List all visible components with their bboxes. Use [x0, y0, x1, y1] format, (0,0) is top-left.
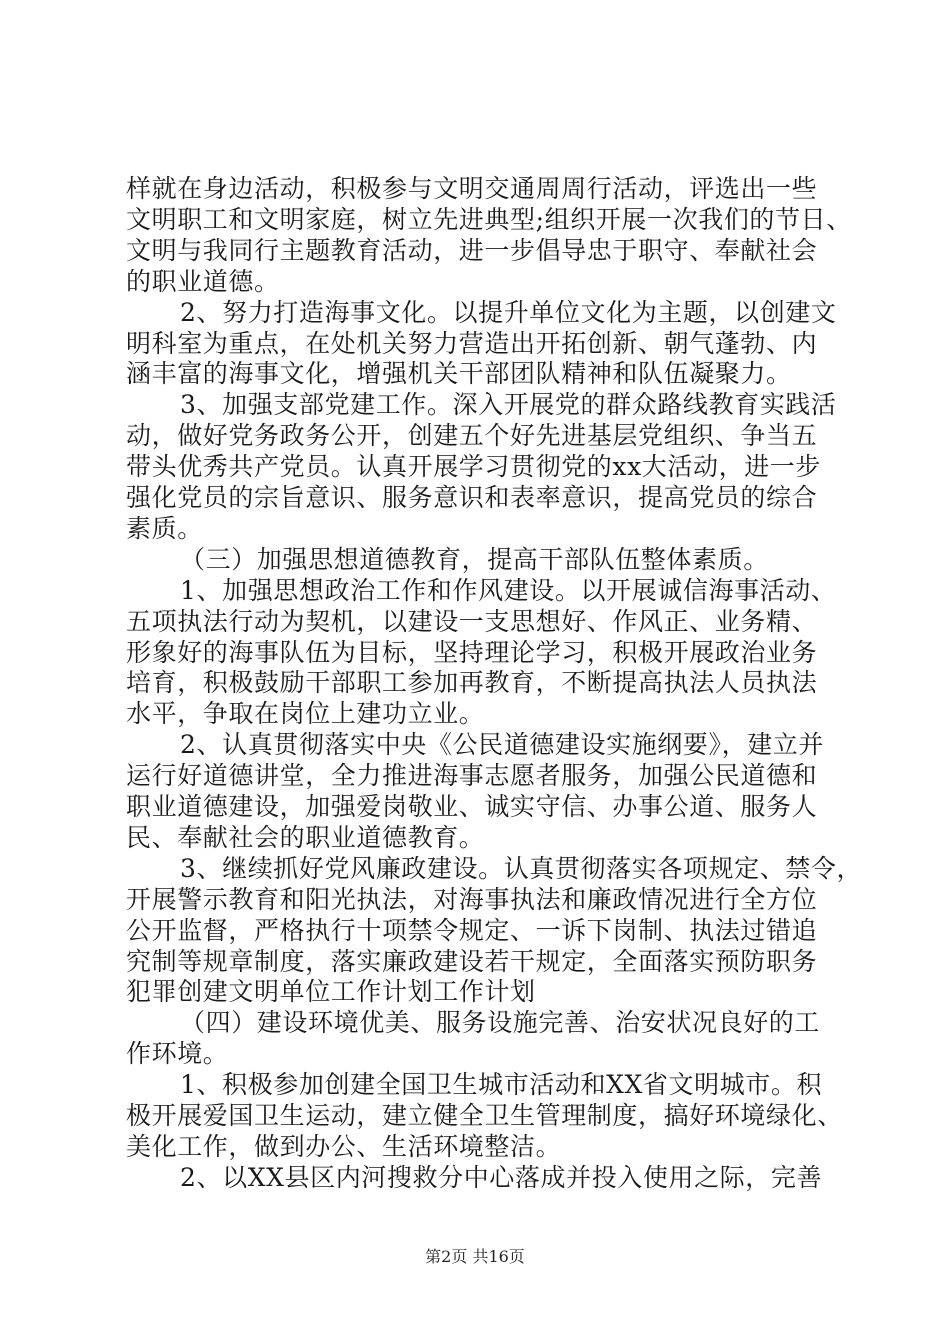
text-line: 公开监督，严格执行十项禁令规定、一诉下岗制、执法过错追: [126, 915, 818, 945]
text-line: 究制等规章制度，落实廉政建设若干规定，全面落实预防职务: [126, 946, 818, 976]
text-line: 极开展爱国卫生运动，建立健全卫生管理制度，搞好环境绿化、: [126, 1101, 843, 1130]
paragraph-first-line: 1、加强思想政治工作和作风建设。以开展诚信海事活动、: [180, 575, 837, 605]
text-line: 强化党员的宗旨意识、服务意识和表率意识，提高党员的综合: [126, 483, 818, 512]
text-line: 水平，争取在岗位上建功立业。: [126, 699, 485, 729]
text-line: 的职业道德。: [126, 266, 280, 296]
paragraph-first-line: 3、加强支部党建工作。深入开展党的群众路线教育实践活: [180, 390, 837, 420]
text-line: 动，做好党务政务公开，创建五个好先进基层党组织、争当五: [126, 421, 818, 451]
text-line: 素质。: [126, 513, 203, 543]
paragraph-first-line: 3、继续抓好党风廉政建设。认真贯彻落实各项规定、禁令，: [180, 853, 863, 883]
paragraph-first-line: 2、以XX县区内河搜救分中心落成并投入使用之际，完善: [180, 1162, 823, 1192]
paragraph-first-line: 2、认真贯彻落实中央《公民道德建设实施纲要》，建立并: [180, 730, 825, 760]
text-line: 职业道德建设，加强爱岗敬业、诚实守信、办事公道、服务人: [126, 792, 818, 821]
paragraph-first-line: 1、积极参加创建全国卫生城市活动和XX省文明城市。积: [180, 1070, 823, 1100]
text-line: 五项执法行动为契机，以建设一支思想好、作风正、业务精、: [126, 606, 818, 636]
text-line: 样就在身边活动，积极参与文明交通周周行活动，评选出一些: [126, 174, 818, 203]
text-line: 犯罪创建文明单位工作计划工作计划: [126, 977, 536, 1007]
page-footer: 第2页 共16页: [425, 1247, 525, 1266]
text-line: 涵丰富的海事文化，增强机关干部团队精神和队伍凝聚力。: [126, 359, 792, 389]
text-line: 带头优秀共产党员。认真开展学习贯彻党的xx大活动，进一步: [126, 452, 822, 482]
text-line: 作环境。: [126, 1039, 229, 1069]
text-line: 形象好的海事队伍为目标，坚持理论学习，积极开展政治业务: [126, 637, 818, 667]
paragraph-first-line: 2、努力打造海事文化。以提升单位文化为主题，以创建文: [180, 297, 837, 327]
text-line: 文明与我同行主题教育活动，进一步倡导忠于职守、奉献社会: [126, 235, 818, 265]
text-line: 培育，积极鼓励干部职工参加再教育，不断提高执法人员执法: [126, 668, 818, 698]
text-line: 文明职工和文明家庭，树立先进典型;组织开展一次我们的节日、: [126, 204, 852, 234]
text-line: 美化工作，做到办公、生活环境整洁。: [126, 1131, 562, 1161]
section-heading: （四）建设环境优美、服务设施完善、治安状况良好的工: [180, 1008, 821, 1038]
text-line: 开展警示教育和阳光执法，对海事执法和廉政情况进行全方位: [126, 884, 818, 914]
text-line: 明科室为重点，在处机关努力营造出开拓创新、朝气蓬勃、内: [126, 328, 818, 358]
text-line: 民、奉献社会的职业道德教育。: [126, 822, 485, 852]
text-line: 运行好道德讲堂，全力推进海事志愿者服务，加强公民道德和: [126, 761, 818, 791]
section-heading: （三）加强思想道德教育，提高干部队伍整体素质。: [180, 544, 769, 574]
